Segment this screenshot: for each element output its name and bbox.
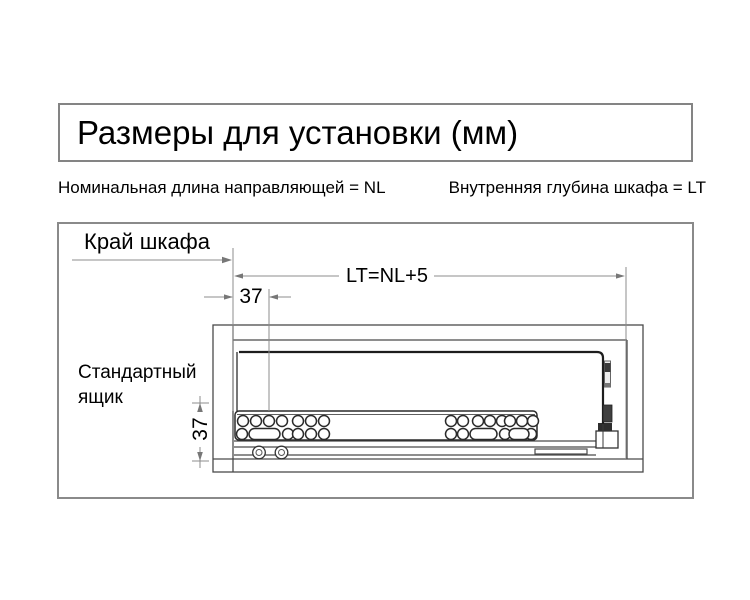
rail-hole xyxy=(277,416,288,427)
rail-hole xyxy=(528,416,539,427)
cabinet-edge-label: Край шкафа xyxy=(84,229,211,254)
standard-drawer-label-line1: Стандартный xyxy=(78,362,197,383)
rail-hole xyxy=(473,416,484,427)
standard-drawer-label xyxy=(78,360,197,410)
page-title: Размеры для установки (мм) xyxy=(77,113,519,151)
legend-inner-depth: Внутренняя глубина шкафа = LT xyxy=(448,178,706,197)
standard-drawer-label-line2: ящик xyxy=(78,387,123,408)
rail-hole xyxy=(293,416,304,427)
rail-hole xyxy=(264,416,275,427)
rail-hole xyxy=(319,416,330,427)
rail-hole xyxy=(470,429,497,440)
rail-front-hooks xyxy=(253,446,288,459)
rail-hole xyxy=(251,416,262,427)
bottom-offset-dimension-label: 37 xyxy=(189,417,212,441)
slide-rail-plate xyxy=(235,411,539,440)
depth-formula-label: LT=NL+5 xyxy=(346,265,428,287)
front-offset-dimension-label: 37 xyxy=(239,285,263,308)
rail-hole xyxy=(458,429,469,440)
rail-hole xyxy=(446,416,457,427)
rail-hole xyxy=(509,429,529,440)
legend-nominal-length: Номинальная длина направляющей = NL xyxy=(58,178,386,197)
drawer-rear-bracket xyxy=(596,423,618,448)
rail-hole xyxy=(319,429,330,440)
rail-hole xyxy=(293,429,304,440)
rail-hole xyxy=(517,416,528,427)
rail-hole xyxy=(485,416,496,427)
rail-hole xyxy=(458,416,469,427)
drawer-rear-clips xyxy=(603,361,612,422)
rail-hole xyxy=(446,429,457,440)
rail-hole xyxy=(249,429,280,440)
rail-lower-members xyxy=(234,441,617,455)
rail-hole xyxy=(237,429,248,440)
rail-hole xyxy=(505,416,516,427)
rail-hole xyxy=(306,416,317,427)
rail-hole xyxy=(238,416,249,427)
rail-hole xyxy=(306,429,317,440)
